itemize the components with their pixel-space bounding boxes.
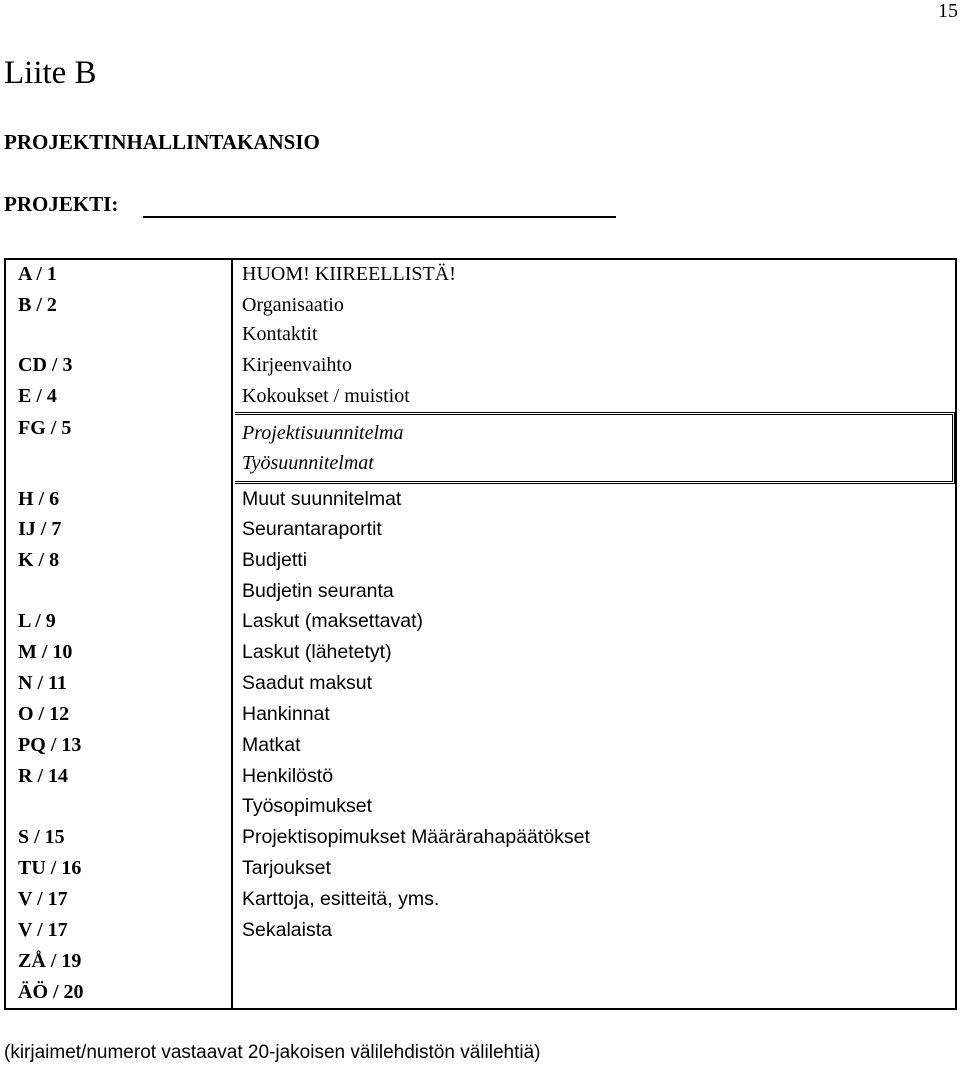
section-label: Laskut (maksettavat) (242, 610, 423, 632)
document-title: Liite B (4, 55, 97, 91)
tab-code: ZÅ / 19 (18, 950, 82, 972)
tab-code: V / 17 (18, 919, 68, 941)
section-label: Saadut maksut (242, 672, 373, 694)
tab-code: L / 9 (18, 610, 56, 632)
tab-code: V / 17 (18, 888, 68, 910)
section-label: Tarjoukset (242, 857, 331, 879)
footnote: (kirjaimet/numerot vastaavat 20-jakoisen välilehdistön välilehtiä) (4, 1042, 541, 1063)
tab-code: CD / 3 (18, 354, 73, 376)
section-label: Matkat (242, 734, 301, 756)
tab-code: TU / 16 (18, 857, 82, 879)
section-label: Sekalaista (242, 919, 332, 941)
section-label: Kontaktit (242, 323, 318, 345)
section-label: Työsuunnitelmat (242, 452, 374, 474)
tab-code: IJ / 7 (18, 518, 62, 540)
tab-code: FG / 5 (18, 417, 72, 439)
folder-title: PROJEKTINHALLINTAKANSIO (4, 130, 320, 154)
project-name-line (143, 216, 616, 218)
section-label: Karttoja, esitteitä, yms. (242, 888, 440, 910)
section-label: Muut suunnitelmat (242, 488, 402, 510)
column-divider (231, 260, 233, 1008)
section-label: Budjetin seuranta (242, 580, 394, 602)
tab-code: O / 12 (18, 703, 70, 725)
tab-code: M / 10 (18, 641, 73, 663)
section-label: HUOM! KIIREELLISTÄ! (242, 263, 456, 285)
tab-code: B / 2 (18, 294, 57, 316)
section-label: Henkilöstö (242, 765, 334, 787)
section-label: Kokoukset / muistiot (242, 385, 410, 407)
section-label: Työsopimukset (242, 795, 373, 817)
tab-code: E / 4 (18, 385, 57, 407)
section-label: Budjetti (242, 549, 308, 571)
section-label: Projektisopimukset Määrärahapäätökset (242, 826, 590, 848)
section-label: Kirjeenvaihto (242, 354, 352, 376)
tab-code: A / 1 (18, 263, 57, 285)
tab-code: N / 11 (18, 672, 67, 694)
project-label: PROJEKTI: (4, 192, 119, 216)
section-label: Laskut (lähetetyt) (242, 641, 392, 663)
tab-code: PQ / 13 (18, 734, 82, 756)
tab-code: ÄÖ / 20 (18, 981, 84, 1003)
index-table (4, 258, 957, 1010)
section-label: Hankinnat (242, 703, 330, 725)
section-label: Seurantaraportit (242, 518, 382, 540)
tab-code: S / 15 (18, 826, 65, 848)
tab-code: K / 8 (18, 549, 60, 571)
page-number: 15 (938, 0, 958, 22)
tab-code: R / 14 (18, 765, 68, 787)
section-label: Projektisuunnitelma (242, 422, 404, 444)
section-label: Organisaatio (242, 294, 344, 316)
tab-code: H / 6 (18, 488, 60, 510)
